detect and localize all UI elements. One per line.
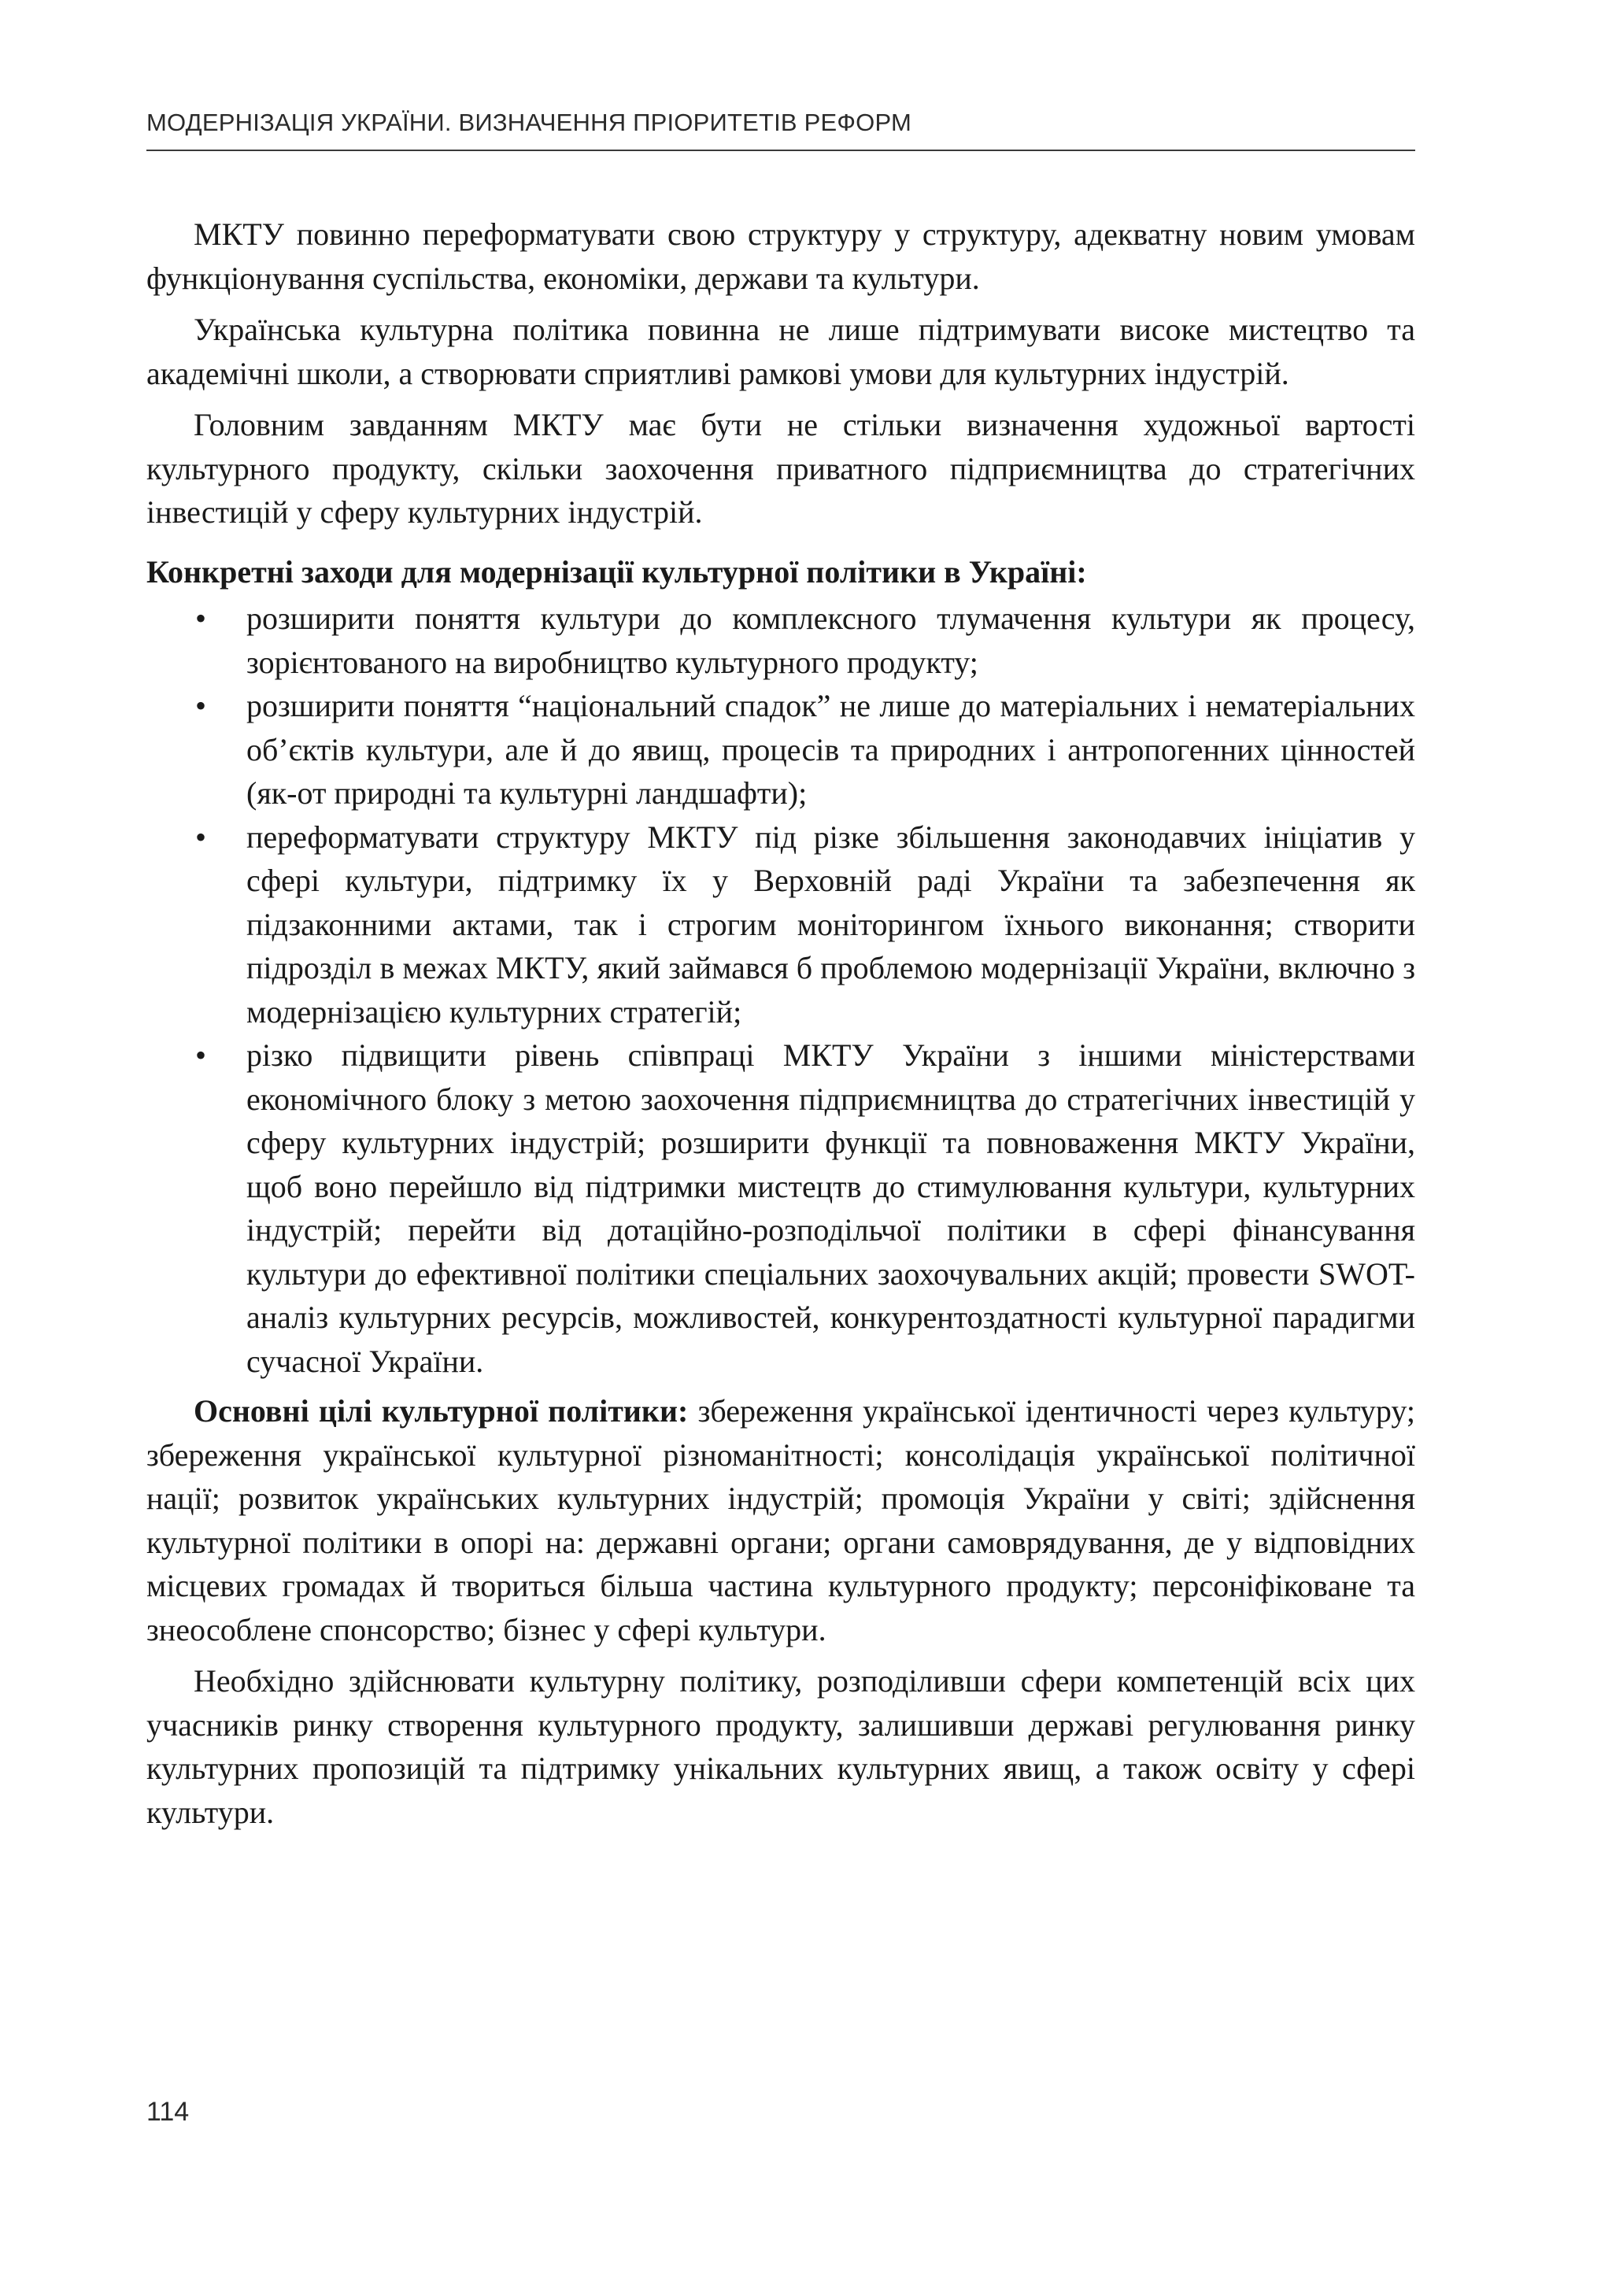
list-item <box>146 815 1415 1034</box>
goals-lead: Основні цілі культурної політики: <box>194 1393 689 1429</box>
list-item-text: переформатувати структуру МКТУ під різке збільшення законодавчих ініціатив у сфері культури, підтримку їх у Верховній раді України та забезпечення як підзаконними актами, так і строгим моніторингом їхнього виконання; створити підрозділ в межах МКТУ, який займався б проблемою модернізації України, включно з модернізацією культурних стратегій; <box>246 819 1415 1030</box>
list-item <box>146 1033 1415 1383</box>
measures-heading: Конкретні заходи для модернізації культурної політики в Україні: <box>146 553 1087 590</box>
list-item <box>146 597 1415 684</box>
page-number: 114 <box>146 2097 190 2127</box>
measures-list <box>146 597 1415 1383</box>
body-paragraph-2: Українська культурна політика повинна не лише підтримувати високе мистецтво та академічні школи, а створювати сприятливі рамкові умови для культурних індустрій. <box>146 312 1415 391</box>
goals-text: збереження української ідентичності через культуру; збереження української культурної різноманітності; консолідація української політичної нації; розвиток українських культурних індустрій; промоція України у світі; здійснення культурної політики в опорі на: державні органи; органи самоврядування, де у відповідних місцевих громадах й твориться більша частина культурного продукту; персоніфіковане та знеособлене спонсорство; бізнес у сфері культури. <box>146 1393 1415 1647</box>
bullet-icon: • <box>195 601 207 636</box>
page-body <box>146 213 1415 1842</box>
closing-paragraph: Необхідно здійснювати культурну політику, розподіливши сфери компетенцій всіх цих учасників ринку створення культурного продукту, залишивши державі регулювання ринку культурних пропозицій та підтримку унікальних культурних явищ, а також освіту у сфері культури. <box>146 1663 1415 1830</box>
bullet-icon: • <box>195 1037 207 1073</box>
body-paragraph-1: МКТУ повинно переформатувати свою структуру у структуру, адекватну новим умовам функціонування суспільства, економіки, держави та культури. <box>146 216 1415 296</box>
list-item-text: різко підвищити рівень співпраці МКТУ України з іншими міністерствами економічного блоку з метою заохочення підприємництва до стратегічних інвестицій у сферу культурних індустрій; розширити функції та повноваження МКТУ України, щоб воно перейшло від підтримки мистецтв до стимулювання культури, культурних індустрій; перейти від дотаційно-розподільчої політики в сфері фінансування культури до ефективної політики спеціальних заохочувальних акцій; провести SWOT-аналіз культурних ресурсів, можливостей, конкурентоздатності культурної парадигми сучасної України. <box>246 1037 1415 1379</box>
running-header <box>146 109 1415 151</box>
running-title: МОДЕРНІЗАЦІЯ УКРАЇНИ. ВИЗНАЧЕННЯ ПРІОРИТЕТІВ РЕФОРМ <box>146 109 912 136</box>
list-item-text: розширити поняття “національний спадок” не лише до матеріальних і нематеріальних об’єктів культури, але й до явищ, процесів та природних і антропогенних цінностей (як-от природні та культурні ландшафти); <box>246 688 1415 811</box>
bullet-icon: • <box>195 688 207 723</box>
list-item <box>146 684 1415 815</box>
body-paragraph-3: Головним завданням МКТУ має бути не стільки визначення художньої вартості культурного продукту, скільки заохочення приватного підприємництва до стратегічних інвестицій у сферу культурних індустрій. <box>146 407 1415 530</box>
bullet-icon: • <box>195 819 207 855</box>
goals-paragraph <box>146 1389 1415 1651</box>
list-item-text: розширити поняття культури до комплексного тлумачення культури як процесу, зорієнтованого на виробництво культурного продукту; <box>246 601 1415 680</box>
